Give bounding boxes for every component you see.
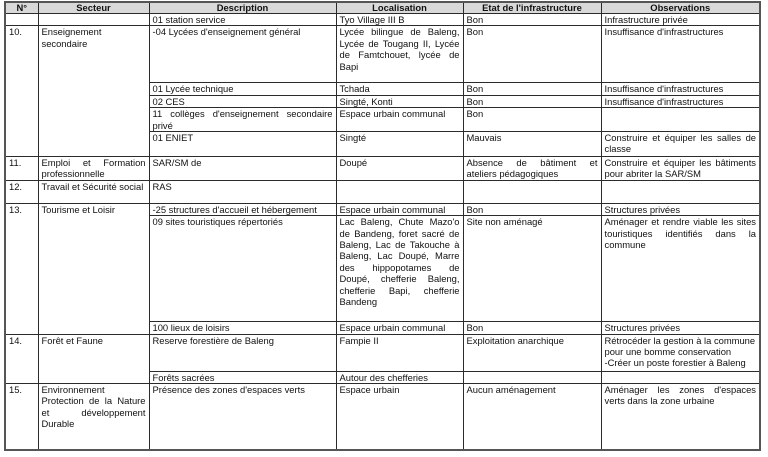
table-row bbox=[5, 203, 760, 215]
observation-line: Rétrocéder la gestion à la commune pour une bomme conservation bbox=[604, 334, 756, 358]
table-row bbox=[5, 334, 760, 371]
cell-description: 01 station service bbox=[149, 14, 336, 26]
cell-localisation: Espace urbain communal bbox=[336, 108, 463, 132]
cell-description: 100 lieux de loisirs bbox=[149, 322, 336, 334]
cell-localisation: Espace urbain communal bbox=[336, 203, 463, 215]
infrastructure-table bbox=[4, 1, 761, 451]
cell-localisation: Espace urbain bbox=[336, 384, 463, 450]
cell-etat: Site non aménagé bbox=[463, 216, 601, 322]
table-row bbox=[5, 14, 760, 26]
cell-observations: Structures privées bbox=[601, 203, 760, 215]
cell-description: Présence des zones d'espaces verts bbox=[149, 384, 336, 450]
cell-etat bbox=[463, 371, 601, 383]
cell-observations: Construire et équiper les salles de classe bbox=[601, 132, 760, 157]
cell-description: SAR/SM de bbox=[149, 157, 336, 181]
header-num: N° bbox=[5, 2, 38, 14]
cell-observations: Construire et équiper les bâtiments pour abriter la SAR/SM bbox=[601, 157, 760, 181]
table-row bbox=[5, 157, 760, 181]
cell-observations bbox=[601, 180, 760, 203]
cell-secteur: Tourisme et Loisir bbox=[38, 203, 149, 334]
cell-localisation: Lycée bilingue de Baleng, Lycée de Tougang II, Lycée de Famtchouet, lycée de Bapi bbox=[336, 26, 463, 83]
cell-description: Reserve forestière de Baleng bbox=[149, 334, 336, 371]
cell-secteur: Travail et Sécurité social bbox=[38, 180, 149, 203]
cell-observations: Infrastructure privée bbox=[601, 14, 760, 26]
cell-localisation: Singté, Konti bbox=[336, 95, 463, 107]
header-etat: Etat de l'infrastructure bbox=[463, 2, 601, 14]
cell-etat: Bon bbox=[463, 108, 601, 132]
cell-etat: Bon bbox=[463, 322, 601, 334]
cell-etat: Bon bbox=[463, 203, 601, 215]
header-secteur: Secteur bbox=[38, 2, 149, 14]
cell-observations: Insuffisance d'infrastructures bbox=[601, 26, 760, 83]
cell-description: 02 CES bbox=[149, 95, 336, 107]
cell-etat: Bon bbox=[463, 14, 601, 26]
cell-num: 11. bbox=[5, 157, 38, 181]
cell-etat: Bon bbox=[463, 83, 601, 95]
cell-etat: Bon bbox=[463, 26, 601, 83]
cell-description: RAS bbox=[149, 180, 336, 203]
cell-secteur: Emploi et Formation professionnelle bbox=[38, 157, 149, 181]
cell-etat bbox=[463, 180, 601, 203]
cell-description: 11 collèges d'enseignement secondaire privé bbox=[149, 108, 336, 132]
cell-num bbox=[5, 14, 38, 26]
cell-localisation: Lac Baleng, Chute Mazo'o de Bandeng, foret sacré de Baleng, Lac de Takouche à Baleng, Lac Doupé, Marre des hippopotames de Doupé, chefferie Baleng, chefferie Bapi, chefferie Bandeng bbox=[336, 216, 463, 322]
cell-description: Forêts sacrées bbox=[149, 371, 336, 383]
cell-num: 10. bbox=[5, 26, 38, 157]
header-row bbox=[5, 2, 760, 14]
cell-observations bbox=[601, 108, 760, 132]
cell-observations: Insuffisance d'infrastructures bbox=[601, 83, 760, 95]
cell-observations bbox=[601, 371, 760, 383]
cell-localisation: Doupé bbox=[336, 157, 463, 181]
header-observations: Observations bbox=[601, 2, 760, 14]
cell-description: 09 sites touristiques répertoriés bbox=[149, 216, 336, 322]
cell-localisation: Tchada bbox=[336, 83, 463, 95]
cell-num: 13. bbox=[5, 203, 38, 334]
table-row bbox=[5, 384, 760, 450]
cell-observations: Structures privées bbox=[601, 322, 760, 334]
cell-observations bbox=[601, 334, 760, 371]
cell-secteur: Enseignement secondaire bbox=[38, 26, 149, 157]
cell-observations: Insuffisance d'infrastructures bbox=[601, 95, 760, 107]
table-row bbox=[5, 26, 760, 83]
cell-secteur bbox=[38, 14, 149, 26]
cell-description: 01 Lycée technique bbox=[149, 83, 336, 95]
cell-localisation bbox=[336, 180, 463, 203]
cell-secteur bbox=[38, 384, 149, 450]
cell-localisation: Autour des chefferies bbox=[336, 371, 463, 383]
header-localisation: Localisation bbox=[336, 2, 463, 14]
cell-localisation: Fampie II bbox=[336, 334, 463, 371]
cell-etat: Bon bbox=[463, 95, 601, 107]
table-row bbox=[5, 180, 760, 203]
secteur-line: Environnement bbox=[41, 384, 105, 396]
cell-description: -25 structures d'accueil et hébergement bbox=[149, 203, 336, 215]
cell-secteur: Forêt et Faune bbox=[38, 334, 149, 383]
cell-observations: Aménager et rendre viable les sites touristiques identifiés dans la commune bbox=[601, 216, 760, 322]
secteur-line: Protection de la Nature et développement Durable bbox=[41, 395, 146, 430]
header-description: Description bbox=[149, 2, 336, 14]
cell-num: 15. bbox=[5, 384, 38, 450]
cell-description: -04 Lycées d'enseignement général bbox=[149, 26, 336, 83]
observation-line: -Créer un poste forestier à Baleng bbox=[604, 357, 746, 369]
cell-localisation: Singté bbox=[336, 132, 463, 157]
cell-etat: Absence de bâtiment et ateliers pédagogiques bbox=[463, 157, 601, 181]
cell-etat: Aucun aménagement bbox=[463, 384, 601, 450]
cell-etat: Mauvais bbox=[463, 132, 601, 157]
cell-etat: Exploitation anarchique bbox=[463, 334, 601, 371]
cell-num: 12. bbox=[5, 180, 38, 203]
cell-observations: Aménager les zones d'espaces verts dans la zone urbaine bbox=[601, 384, 760, 450]
cell-localisation: Tyo Village III B bbox=[336, 14, 463, 26]
cell-num: 14. bbox=[5, 334, 38, 383]
cell-description: 01 ENIET bbox=[149, 132, 336, 157]
cell-localisation: Espace urbain communal bbox=[336, 322, 463, 334]
